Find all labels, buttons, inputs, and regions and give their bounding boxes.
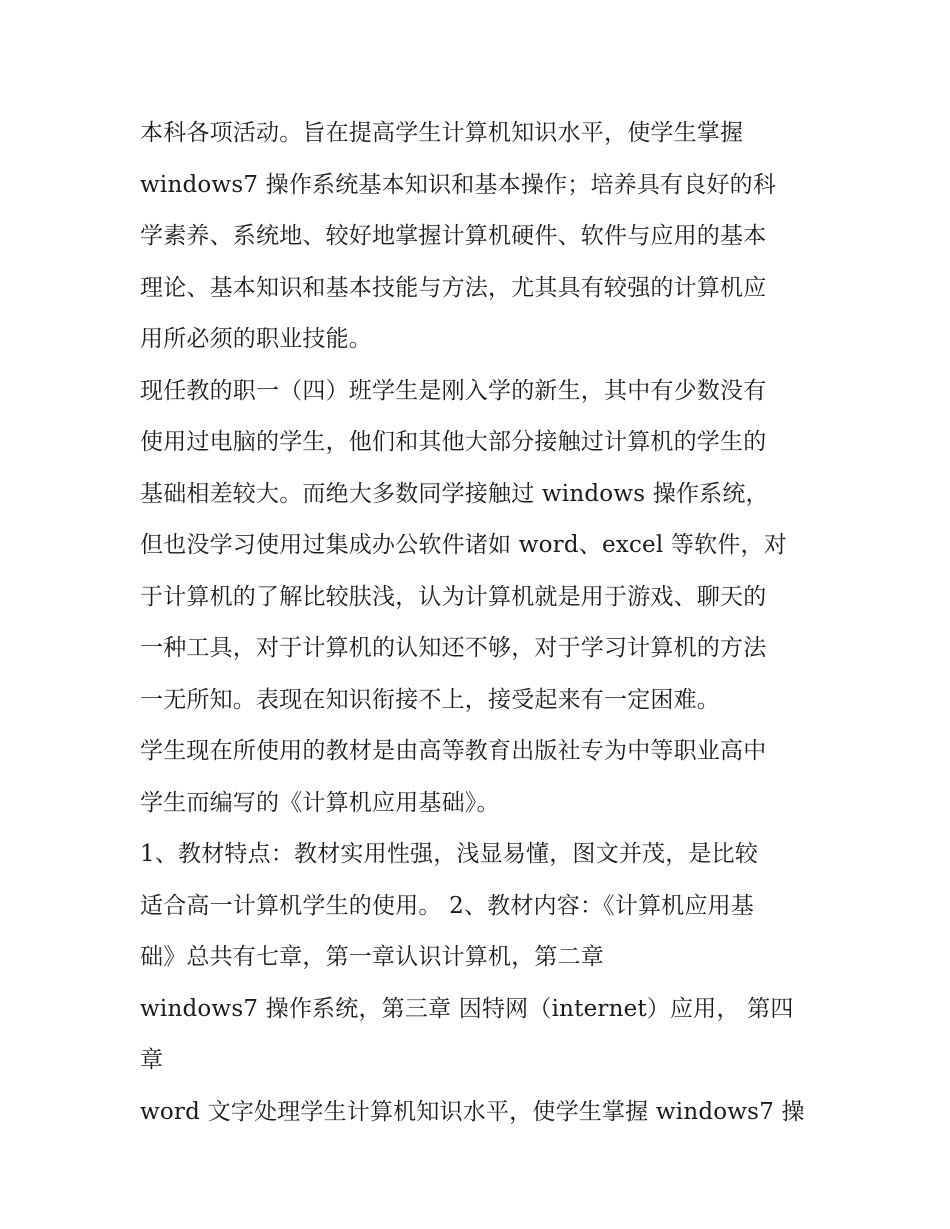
text-line: 但也没学习使用过集成办公软件诸如 word、excel 等软件，对 (140, 532, 787, 558)
text-line: 使用过电脑的学生，他们和其他大部分接触过计算机的学生的 (140, 429, 767, 455)
text-line: word 文字处理学生计算机知识水平，使学生掌握 windows7 操 (140, 1098, 805, 1125)
text-line: 本科各项活动。旨在提高学生计算机知识水平，使学生掌握 (140, 120, 744, 146)
text-line: 一无所知。表现在知识衔接不上，接受起来有一定困难。 (140, 686, 720, 713)
text-line: 现任教的职一（四）班学生是刚入学的新生，其中有少数没有 (140, 377, 767, 404)
text-line: 学生现在所使用的教材是由高等教育出版社专为中等职业高中 (140, 738, 767, 764)
text-line: 于计算机的了解比较肤浅，认为计算机就是用于游戏、聊天的 (140, 583, 767, 610)
text-line: 学生而编写的《计算机应用基础》。 (140, 789, 500, 816)
text-line: 础》总共有七章，第一章认识计算机，第二章 (140, 944, 604, 970)
document-body (140, 108, 820, 1138)
text-line: 适合高一计算机学生的使用。 2、教材内容：《计算机应用基 (140, 892, 755, 919)
text-line: 理论、基本知识和基本技能与方法，尤其具有较强的计算机应 (140, 274, 767, 301)
text-line: 章 (140, 1047, 164, 1073)
text-line: 学素养、系统地、较好地掌握计算机硬件、软件与应用的基本 (140, 223, 767, 249)
text-line: 一种工具，对于计算机的认知还不够，对于学习计算机的方法 (140, 635, 767, 661)
text-line: 用所必须的职业技能。 (140, 326, 372, 352)
text-line: windows7 操作系统，第三章 因特网（internet）应用， 第四 (140, 995, 794, 1022)
text-line: windows7 操作系统基本知识和基本操作；培养具有良好的科 (140, 171, 777, 198)
text-line: 1、教材特点：教材实用性强，浅显易懂，图文并茂，是比较 (140, 841, 759, 867)
text-line: 基础相差较大。而绝大多数同学接触过 windows 操作系统， (140, 480, 769, 507)
